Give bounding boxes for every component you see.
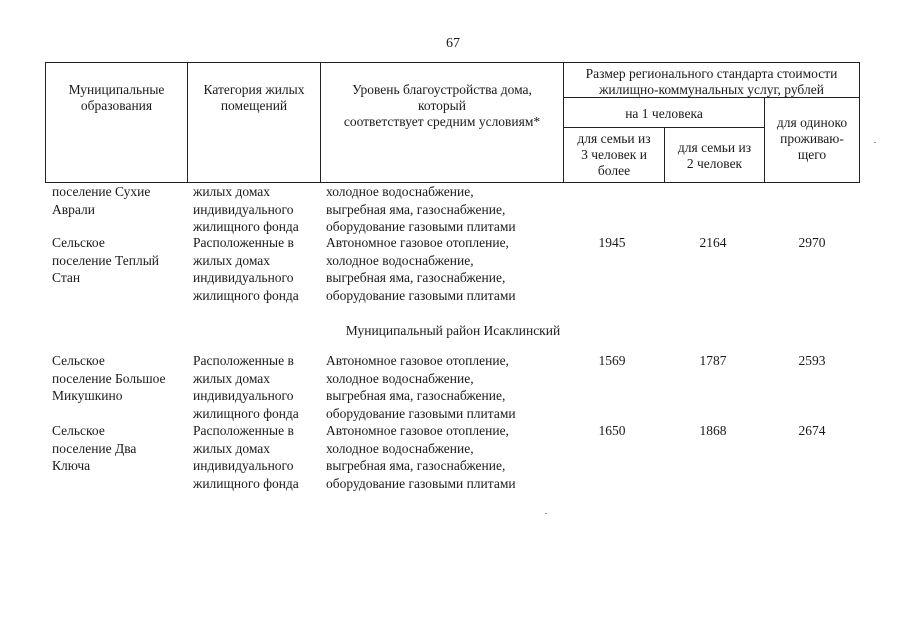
header-housing-category: Категория жилых помещений	[203, 82, 305, 113]
header-sub-sep-2	[563, 127, 765, 128]
row-category: Расположенные в жилых домах индивидуального жилищного фонда	[193, 353, 299, 421]
header-right-border	[859, 62, 860, 183]
row-category: жилых домах индивидуального жилищного фонда	[193, 184, 299, 234]
row-single-value: 2674	[798, 423, 826, 438]
header-left-border	[45, 62, 46, 183]
row-family2-value: 1868	[699, 423, 727, 438]
header-family-3: для семьи из 3 человек и более	[577, 131, 651, 178]
row-category: Расположенные в жилых домах индивидуального жилищного фонда	[193, 423, 299, 491]
header-single: для одиноко проживаю- щего	[776, 115, 848, 162]
header-standard-size: Размер регионального стандарта стоимости жилищно-коммунальных услуг, рублей	[585, 66, 838, 97]
row-category: Расположенные в жилых домах индивидуального жилищного фонда	[193, 235, 299, 303]
page-number: 67	[446, 36, 460, 51]
row-family3-value: 1945	[598, 235, 626, 250]
row-municipality: Сельское поселение Большое Микушкино	[52, 353, 166, 403]
header-municipalities: Муниципальные образования	[68, 82, 165, 113]
row-family2-value: 2164	[699, 235, 727, 250]
row-municipality: поселение Сухие Аврали	[52, 184, 151, 217]
row-municipality: Сельское поселение Теплый Стан	[52, 235, 159, 285]
header-per-person: на 1 человека	[625, 106, 703, 121]
scan-speck	[545, 513, 547, 514]
header-amenities-level: Уровень благоустройства дома, который соответствует средним условиям*	[343, 82, 541, 129]
row-amenities: Автономное газовое отопление, холодное водоснабжение, выгребная яма, газоснабжение, оборудование газовыми плитами	[326, 423, 516, 491]
scan-speck	[874, 142, 876, 143]
section-title: Муниципальный район Исаклинский	[345, 323, 561, 338]
row-single-value: 2593	[798, 353, 826, 368]
row-amenities: Автономное газовое отопление, холодное водоснабжение, выгребная яма, газоснабжение, оборудование газовыми плитами	[326, 235, 516, 303]
row-amenities: холодное водоснабжение, выгребная яма, газоснабжение, оборудование газовыми плитами	[326, 184, 516, 234]
row-family3-value: 1569	[598, 353, 626, 368]
header-col-sep-1	[187, 62, 188, 183]
header-family-2: для семьи из 2 человек	[677, 140, 752, 171]
row-single-value: 2970	[798, 235, 826, 250]
row-family3-value: 1650	[598, 423, 626, 438]
row-family2-value: 1787	[699, 353, 727, 368]
header-top-border	[45, 62, 860, 63]
table-header	[0, 0, 906, 200]
row-amenities: Автономное газовое отопление, холодное водоснабжение, выгребная яма, газоснабжение, оборудование газовыми плитами	[326, 353, 516, 421]
row-municipality: Сельское поселение Два Ключа	[52, 423, 137, 473]
